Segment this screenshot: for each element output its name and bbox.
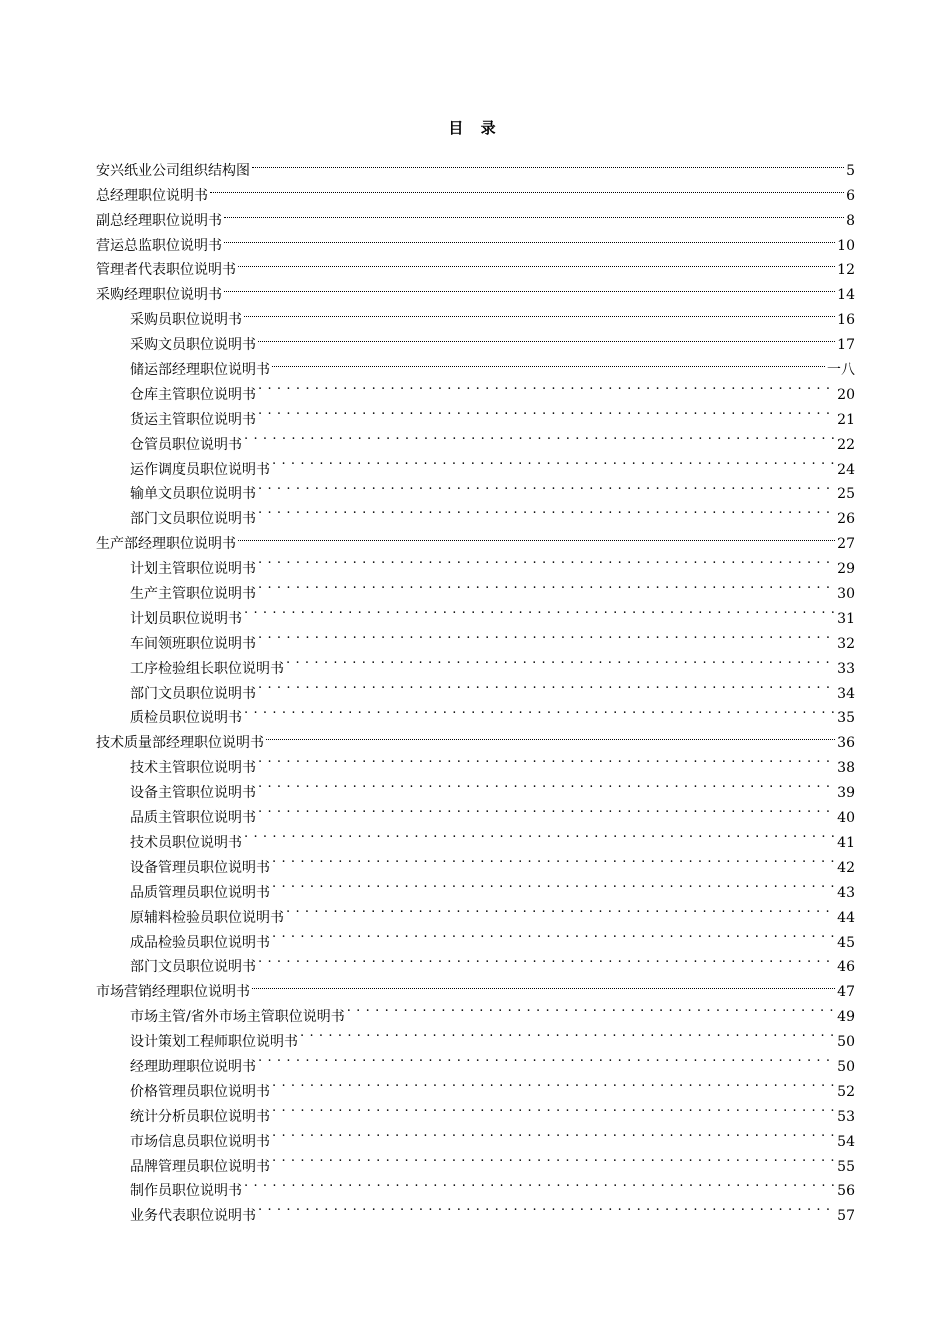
toc-entry-label: 计划主管职位说明书 [130,561,256,578]
toc-dot-leader [272,349,825,374]
toc-entry-page-number: 22 [837,436,855,453]
toc-entry-label: 采购文员职位说明书 [130,337,256,354]
toc-entry-label: 设备管理员职位说明书 [130,859,270,876]
toc-entry-label: 管理者代表职位说明书 [96,262,236,279]
toc-dot-leader [347,996,835,1021]
toc-entry-page-number: 20 [837,386,855,403]
toc-entry-page-number: 35 [837,710,855,727]
toc-dot-leader [300,1021,835,1046]
toc-entry-page-number: 29 [837,561,855,578]
toc-entry-page-number: 39 [837,785,855,802]
toc-entry-label: 市场信息员职位说明书 [130,1133,270,1150]
toc-dot-leader [272,449,835,474]
toc-entry-page-number: 24 [837,461,855,478]
toc-entry-label: 技术质量部经理职位说明书 [96,735,264,752]
toc-entry-label: 品牌管理员职位说明书 [130,1158,270,1175]
toc-dot-leader [272,1121,835,1146]
toc-entry-label: 计划员职位说明书 [130,610,242,627]
toc-entry-label: 品质管理员职位说明书 [130,884,270,901]
toc-entry-page-number: 46 [837,959,855,976]
toc-dot-leader [258,797,835,822]
toc-entry-page-number: 16 [837,312,855,329]
toc-dot-leader [238,250,835,275]
toc-dot-leader [238,523,835,548]
toc-entry-page-number: 34 [837,685,855,702]
toc-entry[interactable] [96,175,855,204]
toc-entry-page-number: 47 [837,984,855,1001]
toc-entry-label: 部门文员职位说明书 [130,685,256,702]
toc-dot-leader [286,897,835,922]
toc-dot-leader [258,623,835,648]
toc-entry-page-number: 41 [837,834,855,851]
toc-entry-label: 原辅料检验员职位说明书 [130,909,284,926]
toc-entry-page-number: 10 [837,237,855,254]
toc-entry-page-number: 42 [837,859,855,876]
toc-dot-leader [258,399,835,424]
toc-entry-page-number: 43 [837,884,855,901]
toc-entry-page-number: 56 [837,1183,855,1200]
toc-entry-page-number: 25 [837,486,855,503]
toc-entry-page-number: 21 [837,411,855,428]
toc-entry-label: 副总经理职位说明书 [96,212,222,229]
toc-entry-page-number: 8 [846,212,855,229]
toc-entry-label: 部门文员职位说明书 [130,959,256,976]
toc-entry-label: 质检员职位说明书 [130,710,242,727]
toc-entry-label: 输单文员职位说明书 [130,486,256,503]
toc-entry-page-number: 54 [837,1133,855,1150]
toc-entry-page-number: 26 [837,511,855,528]
toc-dot-leader [272,1146,835,1171]
toc-entry-page-number: 50 [837,1034,855,1051]
toc-dot-leader [224,274,835,299]
toc-dot-leader [272,872,835,897]
toc-entry-label: 业务代表职位说明书 [130,1208,256,1225]
toc-dot-leader [258,673,835,698]
toc-entry-page-number: 一八 [827,362,855,379]
toc-entry-page-number: 27 [837,536,855,553]
toc-entry-page-number: 5 [846,162,855,179]
toc-dot-leader [252,971,835,996]
toc-entry-page-number: 50 [837,1058,855,1075]
toc-entry-label: 市场营销经理职位说明书 [96,984,250,1001]
toc-dot-leader [252,150,844,175]
toc-dot-leader [272,1096,835,1121]
toc-entry-label: 安兴纸业公司组织结构图 [96,162,250,179]
toc-entry-page-number: 30 [837,586,855,603]
table-of-contents [96,150,855,1225]
toc-entry-page-number: 52 [837,1083,855,1100]
toc-entry-page-number: 17 [837,337,855,354]
toc-dot-leader [258,947,835,972]
toc-entry-label: 总经理职位说明书 [96,187,208,204]
toc-entry-page-number: 12 [837,262,855,279]
toc-entry-label: 设备主管职位说明书 [130,785,256,802]
toc-entry-label: 成品检验员职位说明书 [130,934,270,951]
toc-entry-label: 市场主管/省外市场主管职位说明书 [130,1009,345,1026]
toc-dot-leader [258,498,835,523]
toc-dot-leader [258,374,835,399]
toc-entry-page-number: 33 [837,660,855,677]
toc-entry-label: 运作调度员职位说明书 [130,461,270,478]
toc-dot-leader [244,598,835,623]
toc-dot-leader [258,474,835,499]
toc-dot-leader [224,225,835,250]
toc-dot-leader [258,1195,835,1220]
toc-entry-page-number: 38 [837,760,855,777]
toc-dot-leader [286,648,835,673]
toc-entry-label: 价格管理员职位说明书 [130,1083,270,1100]
toc-entry-page-number: 36 [837,735,855,752]
toc-entry-page-number: 31 [837,610,855,627]
toc-dot-leader [258,747,835,772]
toc-dot-leader [244,1171,835,1196]
toc-entry-label: 仓库主管职位说明书 [130,386,256,403]
toc-entry[interactable] [96,150,855,179]
toc-dot-leader [272,922,835,947]
toc-entry-label: 车间领班职位说明书 [130,635,256,652]
toc-dot-leader [244,698,835,723]
toc-entry-label: 部门文员职位说明书 [130,511,256,528]
toc-dot-leader [244,299,835,324]
toc-dot-leader [258,573,835,598]
toc-entry-label: 技术主管职位说明书 [130,760,256,777]
toc-dot-leader [272,1071,835,1096]
toc-entry-page-number: 44 [837,909,855,926]
toc-entry-label: 营运总监职位说明书 [96,237,222,254]
toc-entry-label: 储运部经理职位说明书 [130,362,270,379]
toc-entry-page-number: 40 [837,810,855,827]
toc-entry-page-number: 55 [837,1158,855,1175]
toc-dot-leader [258,1046,835,1071]
toc-entry-label: 工序检验组长职位说明书 [130,660,284,677]
toc-dot-leader [258,548,835,573]
toc-entry-page-number: 45 [837,934,855,951]
toc-entry[interactable] [96,200,855,229]
toc-entry-page-number: 6 [846,187,855,204]
toc-entry-label: 制作员职位说明书 [130,1183,242,1200]
toc-entry-label: 统计分析员职位说明书 [130,1108,270,1125]
toc-entry-page-number: 49 [837,1009,855,1026]
toc-entry-page-number: 32 [837,635,855,652]
toc-entry-label: 品质主管职位说明书 [130,810,256,827]
toc-dot-leader [258,772,835,797]
toc-entry-label: 经理助理职位说明书 [130,1058,256,1075]
toc-entry-label: 技术员职位说明书 [130,834,242,851]
toc-title: 目 录 [448,119,502,137]
toc-entry-page-number: 14 [837,287,855,304]
toc-entry-label: 生产部经理职位说明书 [96,536,236,553]
toc-entry-label: 仓管员职位说明书 [130,436,242,453]
toc-dot-leader [244,822,835,847]
toc-entry-label: 生产主管职位说明书 [130,586,256,603]
toc-dot-leader [258,324,835,349]
toc-dot-leader [210,175,844,200]
toc-dot-leader [266,722,835,747]
toc-dot-leader [224,200,844,225]
toc-entry-label: 货运主管职位说明书 [130,411,256,428]
toc-entry-label: 采购经理职位说明书 [96,287,222,304]
toc-entry-label: 采购员职位说明书 [130,312,242,329]
toc-dot-leader [244,424,835,449]
toc-entry-page-number: 57 [837,1208,855,1225]
toc-dot-leader [272,847,835,872]
toc-entry-label: 设计策划工程师职位说明书 [130,1034,298,1051]
toc-entry-page-number: 53 [837,1108,855,1125]
